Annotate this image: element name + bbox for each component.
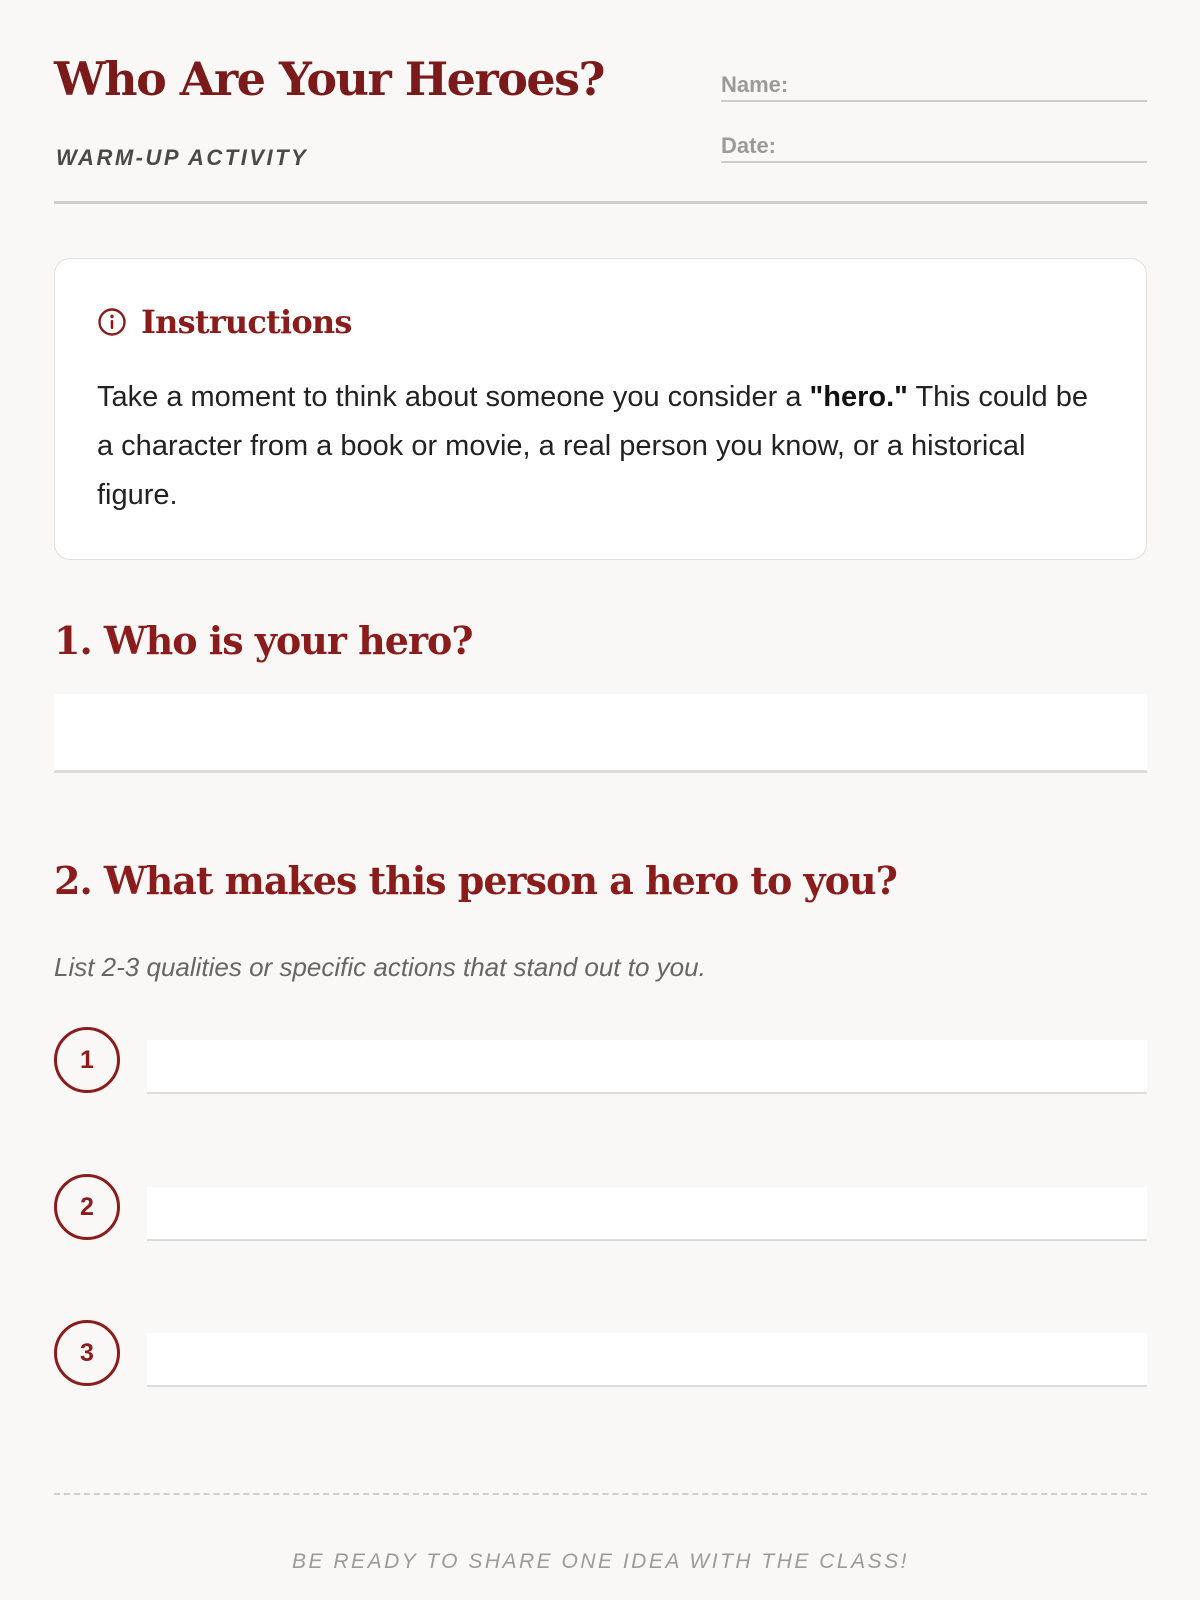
quality-input-1[interactable]	[147, 1040, 1147, 1094]
quality-row-1	[54, 1027, 1147, 1095]
instructions-heading	[97, 301, 352, 343]
instructions-text-start: Take a moment to think about someone you consider a	[97, 381, 810, 413]
footer-divider	[54, 1493, 1147, 1495]
instructions-emphasis: "hero."	[809, 381, 908, 413]
instructions-title: Instructions	[141, 303, 352, 341]
quality-input-2[interactable]	[147, 1187, 1147, 1241]
hero-answer-field[interactable]	[54, 694, 1147, 773]
info-icon	[97, 307, 127, 337]
worksheet-header	[54, 0, 1147, 204]
name-field[interactable]	[721, 58, 1147, 102]
worksheet-page	[54, 0, 1147, 1600]
quality-row-2	[54, 1174, 1147, 1242]
date-field[interactable]	[721, 119, 1147, 163]
page-subtitle: WARM-UP ACTIVITY	[56, 145, 309, 170]
item-number-badge: 1	[54, 1027, 120, 1093]
date-label: Date:	[721, 133, 777, 158]
instructions-text-end: This could be a character from a book or movie, a real person you know, or a historical figure.	[97, 381, 1088, 511]
item-number-badge: 3	[54, 1320, 120, 1386]
footer-note: BE READY TO SHARE ONE IDEA WITH THE CLASS!	[292, 1550, 909, 1573]
quality-input-3[interactable]	[147, 1333, 1147, 1387]
instructions-card	[54, 258, 1147, 560]
question-2-hint: List 2-3 qualities or specific actions that stand out to you.	[54, 952, 706, 982]
question-1-heading: 1. Who is your hero?	[54, 618, 473, 663]
item-number-badge: 2	[54, 1174, 120, 1240]
question-2-heading: 2. What makes this person a hero to you?	[54, 858, 897, 903]
page-title: Who Are Your Heroes?	[54, 52, 604, 106]
name-label: Name:	[721, 72, 789, 97]
quality-row-3	[54, 1320, 1147, 1388]
instructions-text	[97, 373, 1107, 520]
